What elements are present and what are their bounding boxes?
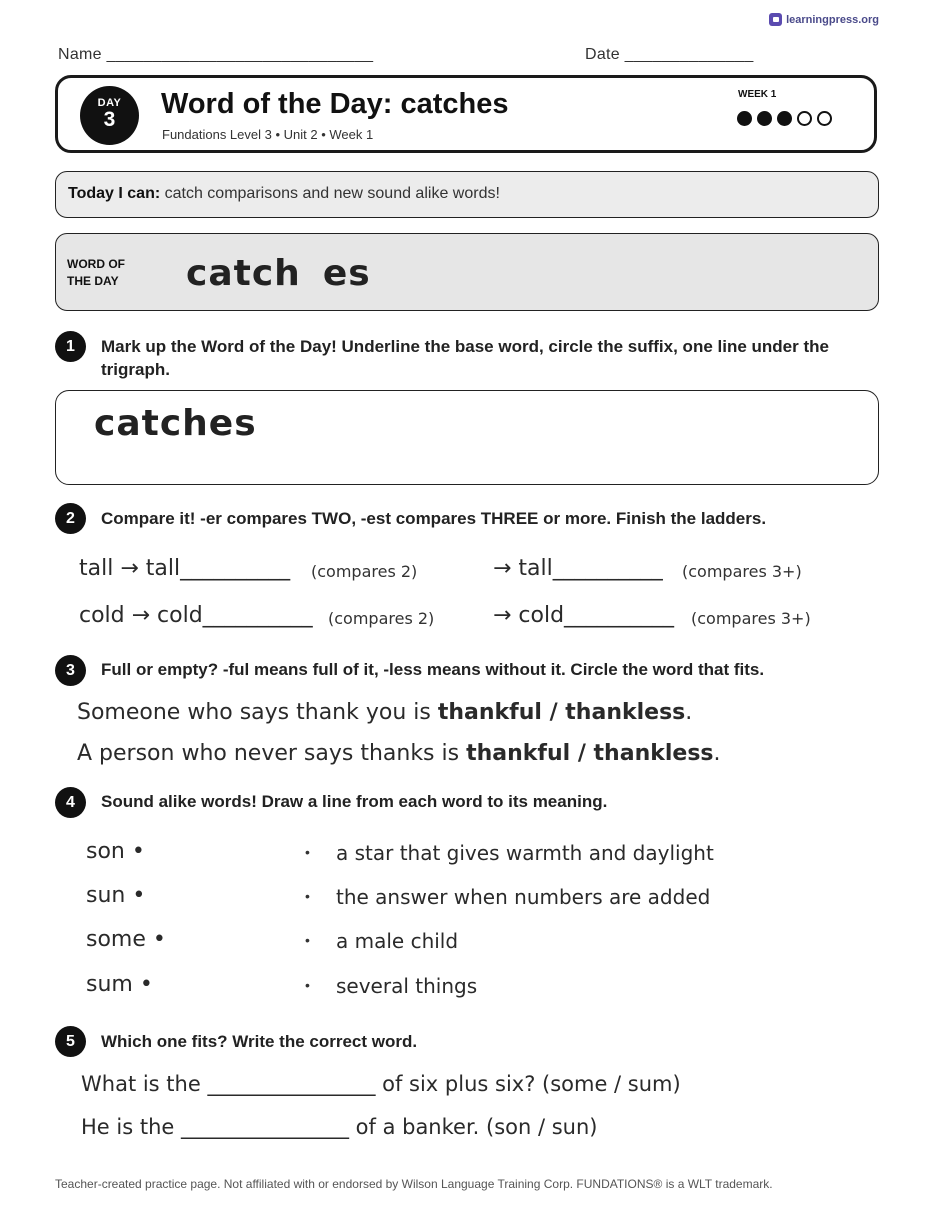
ladder-row-2-left[interactable]: cold → cold__________: [79, 603, 313, 628]
meaning-4: several things: [336, 974, 478, 998]
question-5-prompt: Which one fits? Write the correct word.: [101, 1032, 418, 1051]
question-number-1: 1: [55, 331, 86, 362]
match-word-some[interactable]: some •: [86, 927, 166, 952]
progress-dot-2: [757, 111, 772, 126]
question-2-prompt: Compare it! -er compares TWO, -est compares THREE or more. Finish the ladders.: [101, 509, 767, 528]
brand-name: learningpress.org: [786, 13, 879, 26]
progress-dot-5: [817, 111, 832, 126]
sentence-1-text: Someone who says thank you is: [77, 700, 438, 725]
objective-box: [55, 171, 879, 218]
suffix: es: [322, 253, 371, 294]
progress-dot-1: [737, 111, 752, 126]
name-field: Name _____________________________: [58, 46, 374, 63]
word-of-the-day-box: [55, 233, 879, 311]
question-number-5: 5: [55, 1026, 86, 1057]
sentence-1-choice[interactable]: thankful / thankless: [437, 700, 686, 725]
ladder-row-2-left-note: (compares 2): [328, 609, 435, 628]
question-number-3: 3: [55, 655, 86, 686]
wotd-label-line1: WORD OF: [67, 257, 125, 271]
ladder-row-1-right[interactable]: → tall__________: [493, 556, 663, 581]
word-of-the-day-label: [67, 256, 125, 290]
sentence-2-end: .: [713, 741, 721, 766]
match-word-sun[interactable]: sun •: [86, 883, 146, 908]
ladder-row-1-right-note: (compares 3+): [682, 562, 802, 581]
meaning-bullet-2[interactable]: •: [305, 888, 310, 904]
question-4-prompt: Sound alike words! Draw a line from each word to its meaning.: [101, 792, 608, 811]
sentence-2-text: A person who never says thanks is: [77, 741, 467, 766]
ladder-row-1-left-note: (compares 2): [311, 562, 418, 581]
question-3-prompt: Full or empty? -ful means full of it, -less means without it. Circle the word that fits.: [101, 660, 765, 679]
progress-dot-4: [797, 111, 812, 126]
sentence-2-choice[interactable]: thankful / thankless: [466, 741, 714, 766]
fill-sentence-1[interactable]: What is the ________________ of six plus six? (some / sum): [81, 1072, 681, 1096]
question-number-4: 4: [55, 787, 86, 818]
ladder-row-1-left[interactable]: tall → tall__________: [79, 556, 291, 581]
fill-sentence-2[interactable]: He is the ________________ of a banker. (son / sun): [81, 1115, 598, 1139]
week-progress-dots: [737, 111, 832, 126]
week-label: WEEK 1: [738, 89, 777, 100]
footer-disclaimer: Teacher-created practice page. Not affiliated with or endorsed by Wilson Language Training Corp. FUNDATIONS® is a WLT trademark.: [55, 1177, 773, 1191]
meaning-3: a male child: [336, 929, 459, 953]
day-number: 3: [103, 108, 116, 131]
question-1-prompt: Mark up the Word of the Day! Underline the base word, circle the suffix, one line under the trigraph.: [101, 337, 829, 379]
question-number-2: 2: [55, 503, 86, 534]
sentence-2: [77, 741, 721, 766]
brand: [769, 13, 879, 26]
wotd-label-line2: THE DAY: [67, 274, 119, 288]
meaning-bullet-3[interactable]: •: [305, 932, 310, 948]
objective-lead: Today I can:: [68, 185, 161, 202]
book-logo-icon: [769, 13, 782, 26]
page-title: Word of the Day: catches: [161, 88, 509, 120]
progress-dot-3: [777, 111, 792, 126]
match-word-son[interactable]: son •: [86, 839, 145, 864]
date-field: Date ______________: [585, 46, 754, 63]
day-badge: [80, 86, 139, 145]
day-label: DAY: [97, 97, 122, 109]
meaning-bullet-1[interactable]: •: [305, 844, 310, 860]
match-word-sum[interactable]: sum •: [86, 972, 153, 997]
markup-word: catches: [94, 403, 257, 444]
base-word: catch: [186, 253, 301, 294]
ladder-row-2-right[interactable]: → cold__________: [493, 603, 675, 628]
meaning-1: a star that gives warmth and daylight: [336, 841, 714, 865]
meaning-2: the answer when numbers are added: [336, 885, 711, 909]
word-of-the-day: [186, 253, 371, 294]
sentence-1-end: .: [685, 700, 693, 725]
ladder-row-2-right-note: (compares 3+): [691, 609, 811, 628]
objective-text: catch comparisons and new sound alike words!: [160, 185, 500, 202]
sentence-1: [77, 700, 692, 725]
meaning-bullet-4[interactable]: •: [305, 977, 310, 993]
page-subtitle: Fundations Level 3 • Unit 2 • Week 1: [162, 127, 374, 142]
